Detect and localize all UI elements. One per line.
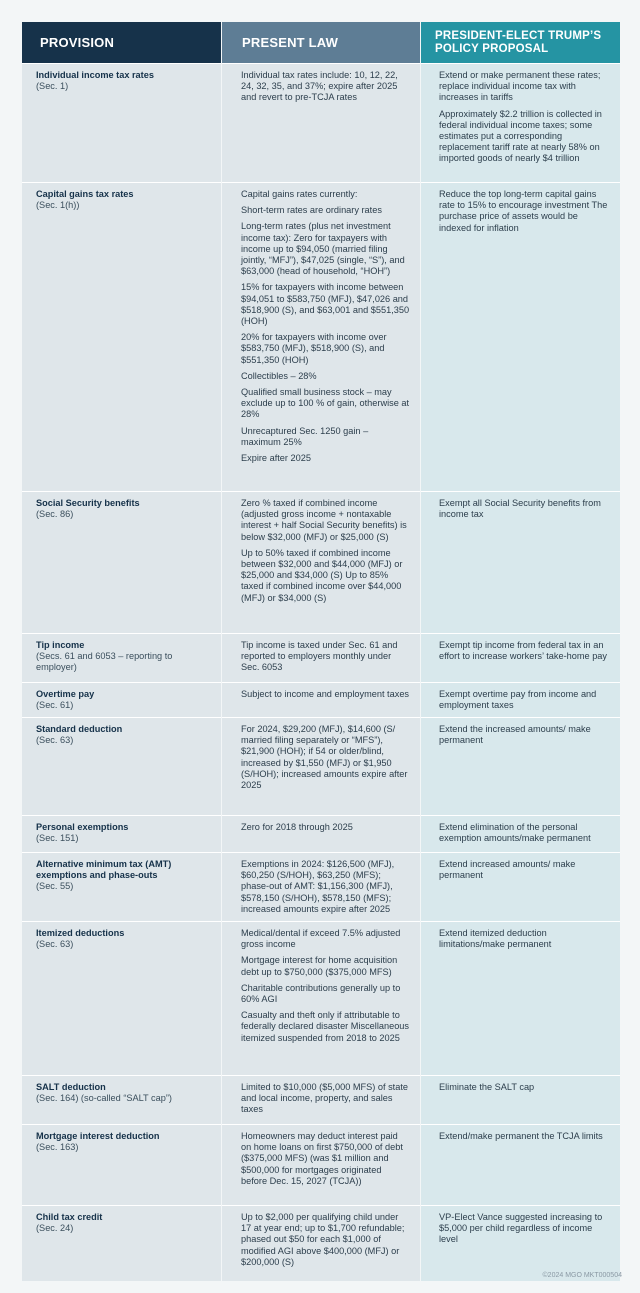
provision-cell [22,1075,221,1124]
provision-cell [22,1205,221,1281]
policy-proposal-paragraph: VP-Elect Vance suggested increasing to $5,000 per child regardless of income level [439,1212,603,1245]
present-law-paragraph: Up to $2,000 per qualifying child under 17 at year end; up to $1,700 refundable; phased out $50 for each $1,000 of modified AGI above $400,000 (MFJ) or $200,000 (S) [241,1212,405,1267]
present-law-paragraph: Qualified small business stock – may exclude up to 100 % of gain, otherwise at 28% [241,387,410,420]
provision-cell [22,1124,221,1205]
provision-section: (Sec. 63) [36,939,74,950]
policy-proposal-paragraph: Exempt all Social Security benefits from income tax [439,498,601,520]
policy-proposal-paragraph: Extend increased amounts/ make permanent [439,859,576,881]
provision-cell [22,852,221,921]
provision-name: Capital gains tax rates [36,189,134,199]
provision-cell [22,921,221,1075]
present-law-cell [222,1205,420,1281]
present-law-cell [222,921,420,1075]
policy-proposal-cell [421,682,620,717]
present-law-paragraph: Exemptions in 2024: $126,500 (MFJ), $60,250 (S/HOH), $63,250 (MFS); phase-out of AMT: $1,156,300 (MFJ), $578,150 (S/HOH), $578,150 (MFS); increased amounts expire after 2025 [241,859,395,914]
policy-proposal-paragraph: Exempt overtime pay from income and employment taxes [439,689,597,711]
provision-name: Social Security benefits [36,498,140,508]
provision-section: (Secs. 61 and 6053 – reporting to employer) [36,651,173,673]
provision-cell [22,182,221,491]
provision-section: (Sec. 86) [36,509,74,520]
policy-proposal-cell [421,182,620,491]
policy-proposal-paragraph: Extend/make permanent the TCJA limits [439,1131,603,1141]
policy-proposal-cell [421,717,620,815]
present-law-cell [222,633,420,682]
present-law-paragraph: Charitable contributions generally up to 60% AGI [241,982,401,1005]
present-law-paragraph: Homeowners may deduct interest paid on home loans on first $750,000 of debt ($375,000 MFS) (was $1 million and $500,000 for mortgages originated before Dec. 15, 2027 (TCJA)) [241,1131,403,1186]
provision-name: Overtime pay [36,689,95,699]
present-law-paragraph: 20% for taxpayers with income over $583,750 (MFJ), $518,900 (S), and $551,350 (HOH) [241,332,387,365]
provision-name: SALT deduction [36,1082,106,1092]
policy-proposal-cell [421,1075,620,1124]
provision-section: (Sec. 151) [36,833,79,844]
present-law-paragraph: 15% for taxpayers with income between $94,051 to $583,750 (MFJ), $47,026 and $518,900 (S), and $63,001 and $551,350 (HOH) [241,282,410,327]
provision-section: (Sec. 164) (so-called “SALT cap”) [36,1093,172,1104]
policy-proposal-cell [421,1124,620,1205]
tax-provision-table [22,22,618,1281]
provision-cell [22,491,221,633]
present-law-paragraph: Capital gains rates currently: [241,189,358,199]
present-law-cell [222,717,420,815]
present-law-paragraph: Limited to $10,000 ($5,000 MFS) of state and local income, property, and sales taxes [241,1082,408,1115]
provision-section: (Sec. 61) [36,700,74,711]
header-present-law: PRESENT LAW [222,22,420,63]
present-law-paragraph: Casualty and theft only if attributable to federally declared disaster Miscellaneous itemized suspended from 2018 to 2025 [241,1010,410,1043]
provision-section: (Sec. 55) [36,881,74,892]
provision-name: Individual income tax rates [36,70,154,80]
present-law-paragraph: Long-term rates (plus net investment income tax): Zero for taxpayers with income up to $94,050 (married filing jointly, “MFJ”), $47,025 (single, “S”), and $63,000 (head of household, “HOH”) [241,221,405,277]
present-law-cell [222,491,420,633]
present-law-paragraph: Up to 50% taxed if combined income between $32,000 and $44,000 (MFJ) or $25,000 and $34,000 (S) Up to 85% taxed if combined income over $44,000 (MFJ) or $34,000 (S) [241,547,403,603]
policy-proposal-cell [421,921,620,1075]
policy-proposal-paragraph: Reduce the top long-term capital gains rate to 15% to encourage investment The purchase price of assets would be indexed for inflation [439,189,608,233]
footer-copyright: ©2024 MGO MKT000504 [542,1272,622,1279]
provision-cell [22,815,221,852]
provision-name: Mortgage interest deduction [36,1131,160,1141]
provision-section: (Sec. 1) [36,81,69,92]
provision-section: (Sec. 63) [36,735,74,746]
present-law-paragraph: Subject to income and employment taxes [241,689,410,699]
policy-proposal-paragraph: Extend itemized deduction limitations/make permanent [439,928,552,950]
policy-proposal-paragraph: Eliminate the SALT cap [439,1082,535,1092]
present-law-paragraph: Mortgage interest for home acquisition debt up to $750,000 ($375,000 MFS) [241,955,398,977]
policy-proposal-paragraph: Approximately $2.2 trillion is collected in federal individual income taxes; some estimates put a corresponding replacement tariff rate at nearly 58% on imported goods of nearly $4 trillion [439,108,602,164]
provision-name: Alternative minimum tax (AMT) exemptions and phase-outs [36,859,172,881]
present-law-paragraph: Unrecaptured Sec. 1250 gain – maximum 25% [241,425,369,447]
policy-proposal-cell [421,633,620,682]
provision-section: (Sec. 1(h)) [36,200,80,211]
present-law-cell [222,852,420,921]
policy-proposal-cell [421,491,620,633]
provision-section: (Sec. 163) [36,1142,79,1153]
policy-proposal-paragraph: Extend the increased amounts/ make permanent [439,724,591,746]
policy-proposal-paragraph: Extend elimination of the personal exemption amounts/make permanent [439,822,591,844]
provision-cell [22,682,221,717]
present-law-cell [222,682,420,717]
policy-proposal-paragraph: Exempt tip income from federal tax in an effort to increase workers’ take-home pay [439,640,608,662]
present-law-paragraph: For 2024, $29,200 (MFJ), $14,600 (S/ married filing separately or “MFS”), $21,900 (HOH); if 54 or older/blind, increased by $1,550 (MFJ) or $1,950 (S/HOH); increased amounts expire after 2025 [241,724,408,791]
provision-name: Personal exemptions [36,822,129,832]
present-law-cell [222,182,420,491]
provision-name: Child tax credit [36,1212,103,1222]
provision-name: Standard deduction [36,724,123,734]
provision-cell [22,63,221,182]
policy-proposal-paragraph: Extend or make permanent these rates; replace individual income tax with increases in tariffs [439,70,601,103]
present-law-paragraph: Medical/dental if exceed 7.5% adjusted gross income [241,928,401,950]
present-law-cell [222,1124,420,1205]
policy-proposal-cell [421,1205,620,1281]
present-law-cell [222,815,420,852]
present-law-paragraph: Expire after 2025 [241,453,311,464]
present-law-paragraph: Collectibles – 28% [241,370,317,381]
policy-proposal-cell [421,815,620,852]
policy-proposal-cell [421,852,620,921]
provision-cell [22,717,221,815]
present-law-paragraph: Tip income is taxed under Sec. 61 and reported to employers monthly under Sec. 6053 [241,640,398,673]
provision-section: (Sec. 24) [36,1223,74,1234]
provision-cell [22,633,221,682]
present-law-paragraph: Zero % taxed if combined income (adjusted gross income + nontaxable interest + half Social Security benefits) is below $32,000 (MFJ) or $25,000 (S) [241,498,407,542]
provision-name: Tip income [36,640,85,650]
provision-name: Itemized deductions [36,928,125,938]
present-law-paragraph: Short-term rates are ordinary rates [241,205,382,216]
present-law-cell [222,1075,420,1124]
header-policy-proposal: PRESIDENT-ELECT TRUMP’S POLICY PROPOSAL [421,22,620,63]
header-provision: PROVISION [22,22,221,63]
present-law-paragraph: Individual tax rates include: 10, 12, 22, 24, 32, 35, and 37%; expire after 2025 and revert to pre-TCJA rates [241,70,398,103]
policy-proposal-cell [421,63,620,182]
present-law-paragraph: Zero for 2018 through 2025 [241,822,353,832]
present-law-cell [222,63,420,182]
